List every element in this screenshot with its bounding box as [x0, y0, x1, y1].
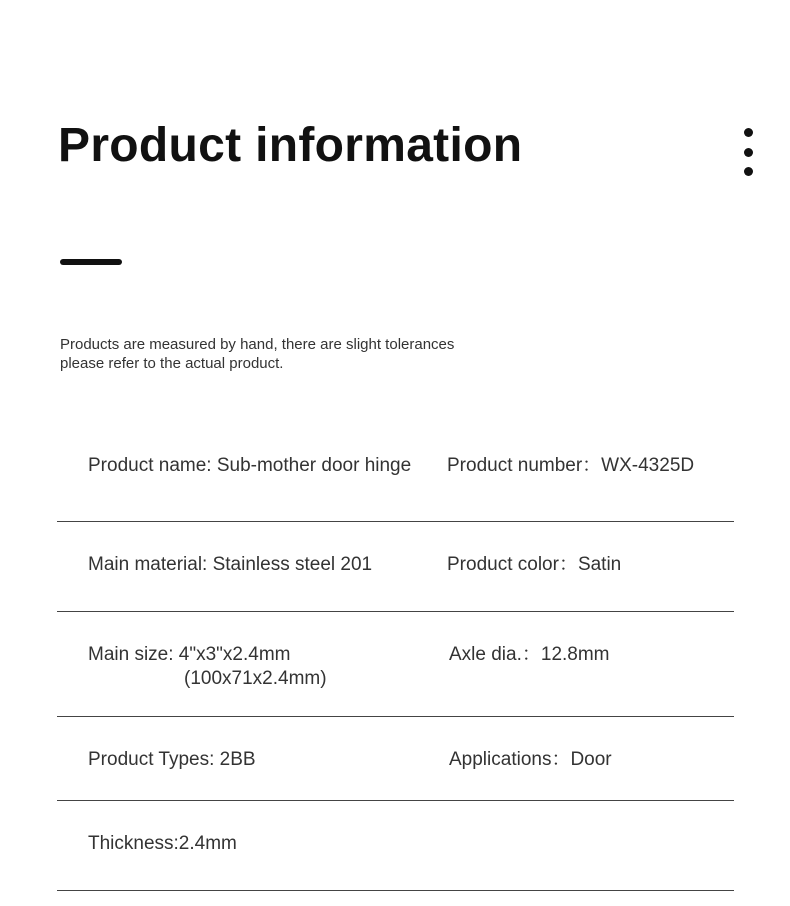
- product-types: Product Types: 2BB: [88, 749, 256, 770]
- menu-dot: [744, 167, 753, 176]
- row-divider: [57, 716, 734, 717]
- row-divider: [57, 800, 734, 801]
- axle-diameter: Axle dia.：12.8mm: [449, 644, 610, 665]
- page-title: Product information: [58, 119, 523, 172]
- thickness: Thickness:2.4mm: [88, 833, 237, 854]
- row-divider: [57, 611, 734, 612]
- row-divider: [57, 890, 734, 891]
- product-name: Product name: Sub-mother door hinge: [88, 455, 412, 476]
- measurement-note: [60, 335, 454, 373]
- main-material: Main material: Stainless steel 201: [88, 554, 373, 575]
- main-size-metric: (100x71x2.4mm): [184, 668, 327, 689]
- menu-dot: [744, 128, 753, 137]
- title-underline-accent: [60, 259, 122, 265]
- main-size: Main size: 4"x3"x2.4mm: [88, 644, 291, 665]
- menu-dot: [744, 148, 753, 157]
- applications: Applications：Door: [449, 749, 612, 770]
- note-line-1: Products are measured by hand, there are slight tolerances: [60, 336, 455, 353]
- note-line-2: please refer to the actual product.: [60, 355, 284, 372]
- row-divider: [57, 521, 734, 522]
- product-color: Product color：Satin: [447, 554, 622, 575]
- more-vertical-icon[interactable]: [744, 128, 754, 178]
- product-number: Product number：WX-4325D: [447, 455, 695, 476]
